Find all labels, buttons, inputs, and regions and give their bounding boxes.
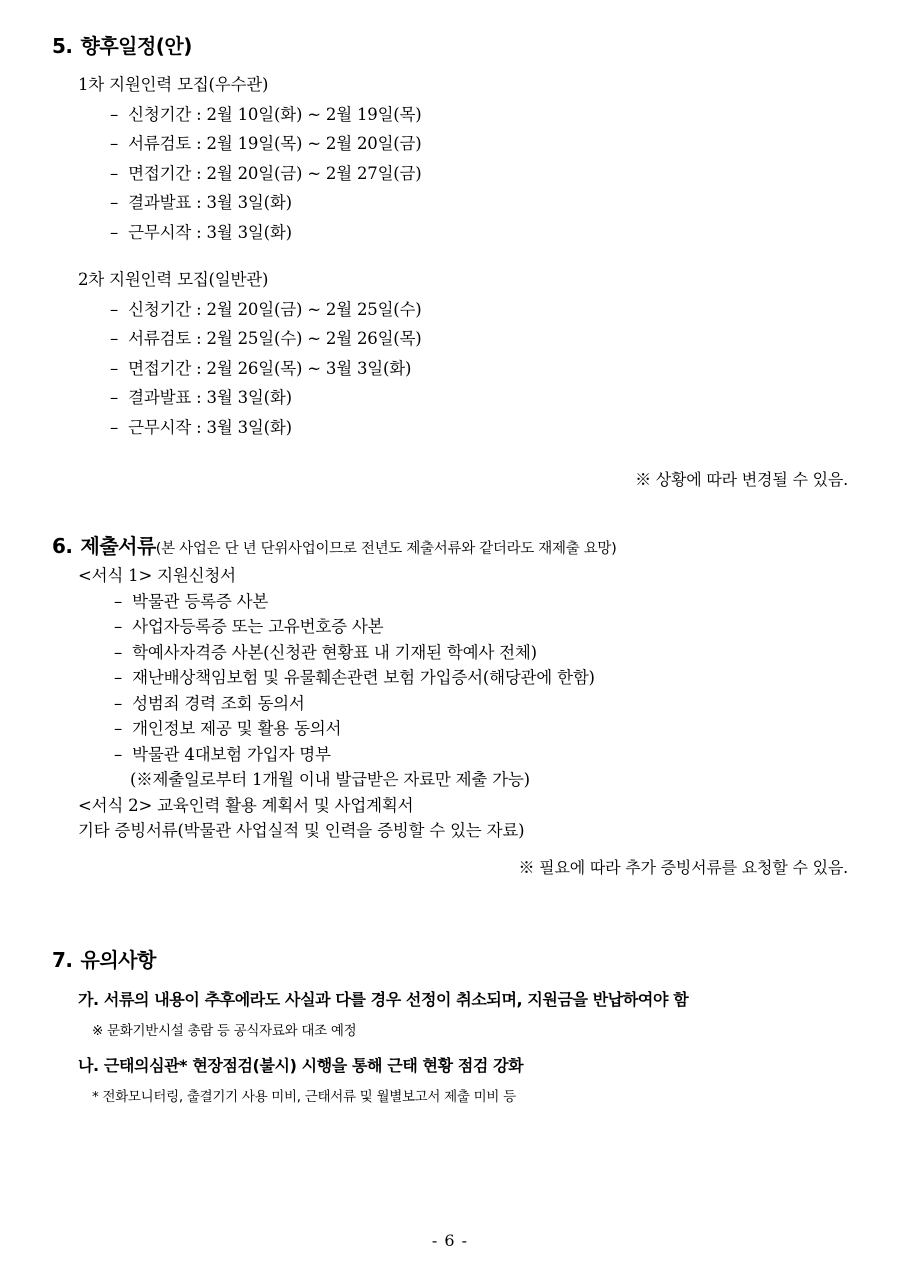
item-text: 사업자등록증 또는 고유번호증 사본 — [132, 617, 384, 636]
section-7-item-a-note — [92, 1019, 848, 1039]
section-6-heading — [52, 530, 848, 559]
section-7-item-a-note-label: ※ — [92, 1022, 104, 1039]
section-5-item-a1: – 신청기간 : 2월 10일(화) ~ 2월 19일(목) — [110, 104, 422, 124]
item-text: 박물관 4대보험 가입자 명부 — [132, 744, 331, 764]
section-6-item-a6: – 개인정보 제공 및 활용 동의서 — [114, 719, 342, 738]
section-5-item-b4: – 결과발표 : 3월 3일(화) — [110, 388, 292, 407]
section-6-item-a7: – 박물관 4대보험 가입자 명부 — [114, 744, 331, 764]
section-5-item-b2: – 서류검토 : 2월 25일(수) ~ 2월 26일(목) — [110, 329, 422, 348]
section-5-item-a2: – 서류검토 : 2월 19일(목) ~ 2월 20일(금) — [110, 134, 422, 153]
section-7-item-b-note-label: * — [92, 1088, 99, 1105]
section-6-item-a4: – 재난배상책임보험 및 유물훼손관련 보험 가입증서(해당관에 한함) — [114, 668, 595, 687]
section-5-item-b5: – 근무시작 : 3월 3일(화) — [110, 417, 292, 437]
section-5-item-a4: – 결과발표 : 3월 3일(화) — [110, 193, 292, 212]
item-text: 결과발표 : 3월 3일(화) — [128, 193, 292, 212]
section-7-item-a-label: 가. — [78, 989, 99, 1009]
item-text: 개인정보 제공 및 활용 동의서 — [132, 719, 342, 738]
section-6-item-a3: – 학예사자격증 사본(신청관 현황표 내 기재된 학예사 전체) — [114, 642, 537, 662]
section-5-item-a5: – 근무시작 : 3월 3일(화) — [110, 222, 292, 242]
item-text: 면접기간 : 2월 26일(목) ~ 3월 3일(화) — [128, 358, 412, 378]
item-text: 서류검토 : 2월 19일(목) ~ 2월 20일(금) — [128, 134, 422, 153]
section-5-item-a3: – 면접기간 : 2월 20일(금) ~ 2월 27일(금) — [110, 163, 422, 183]
section-5-note: ※ 상황에 따라 변경될 수 있음. — [635, 470, 848, 489]
section-6 — [52, 530, 848, 878]
section-6-number: 6. — [52, 534, 73, 558]
item-text: 근무시작 : 3월 3일(화) — [128, 222, 292, 242]
section-7-item-a-text: 서류의 내용이 추후에라도 사실과 다를 경우 선정이 취소되며, 지원금을 반납하여야 함 — [103, 989, 689, 1009]
section-7-item-b-label: 나. — [78, 1055, 99, 1075]
item-text: 신청기간 : 2월 10일(화) ~ 2월 19일(목) — [128, 104, 422, 124]
section-7-item-a-note-text: 문화기반시설 총람 등 공식자료와 대조 예정 — [107, 1022, 357, 1039]
item-text: 신청기간 : 2월 20일(금) ~ 2월 25일(수) — [128, 299, 422, 319]
section-5-item-b: 2차 지원인력 모집(일반관) — [78, 270, 269, 289]
section-6-note: ※ 필요에 따라 추가 증빙서류를 요청할 수 있음. — [518, 857, 848, 877]
section-6-item-a1: – 박물관 등록증 사본 — [114, 591, 269, 611]
item-text: 근무시작 : 3월 3일(화) — [128, 417, 292, 437]
section-6-title: 제출서류 — [80, 534, 156, 558]
section-5 — [52, 30, 848, 490]
section-6-item-b: <서식 2> 교육인력 활용 계획서 및 사업계획서 — [78, 795, 414, 815]
section-7-item-b — [78, 1053, 848, 1076]
section-6-subtitle: (본 사업은 단 년 단위사업이므로 전년도 제출서류와 같더라도 재제출 요망) — [155, 541, 617, 557]
item-text: 박물관 등록증 사본 — [132, 591, 269, 611]
section-7-number: 7. — [52, 947, 73, 972]
item-text: 면접기간 : 2월 20일(금) ~ 2월 27일(금) — [128, 163, 422, 183]
item-text: 서류검토 : 2월 25일(수) ~ 2월 26일(목) — [128, 329, 422, 348]
page-number: - 6 - — [431, 1231, 469, 1250]
item-text: 결과발표 : 3월 3일(화) — [128, 388, 292, 407]
section-6-item-c: 기타 증빙서류(박물관 사업실적 및 인력을 증빙할 수 있는 자료) — [78, 821, 525, 840]
item-text: 학예사자격증 사본(신청관 현황표 내 기재된 학예사 전체) — [132, 642, 537, 662]
section-7-heading — [52, 944, 848, 973]
section-6-item-a5: – 성범죄 경력 조회 동의서 — [114, 693, 305, 713]
section-7-item-a — [78, 987, 848, 1010]
section-7 — [52, 944, 848, 1105]
item-text: 재난배상책임보험 및 유물훼손관련 보험 가입증서(해당관에 한함) — [132, 668, 595, 687]
section-5-item-b1: – 신청기간 : 2월 20일(금) ~ 2월 25일(수) — [110, 299, 422, 319]
section-7-title: 유의사항 — [80, 947, 156, 972]
section-5-item-b3: – 면접기간 : 2월 26일(목) ~ 3월 3일(화) — [110, 358, 412, 378]
section-7-item-b-note-text: 전화모니터링, 출결기기 사용 미비, 근태서류 및 월별보고서 제출 미비 등 — [102, 1088, 516, 1105]
section-5-title: 향후일정(안) — [80, 34, 192, 58]
section-6-item-a: <서식 1> 지원신청서 — [78, 566, 236, 585]
section-5-item-a: 1차 지원인력 모집(우수관) — [78, 75, 269, 94]
section-6-item-a2: – 사업자등록증 또는 고유번호증 사본 — [114, 617, 384, 636]
section-5-number: 5. — [52, 34, 73, 58]
section-5-heading — [52, 30, 848, 59]
item-text: 성범죄 경력 조회 동의서 — [132, 693, 305, 713]
section-7-item-b-note — [92, 1085, 848, 1105]
section-7-item-b-text: 근태의심관* 현장점검(불시) 시행을 통해 근태 현황 점검 강화 — [103, 1055, 524, 1075]
section-6-item-a-note: (※제출일로부터 1개월 이내 발급받은 자료만 제출 가능) — [130, 770, 530, 789]
